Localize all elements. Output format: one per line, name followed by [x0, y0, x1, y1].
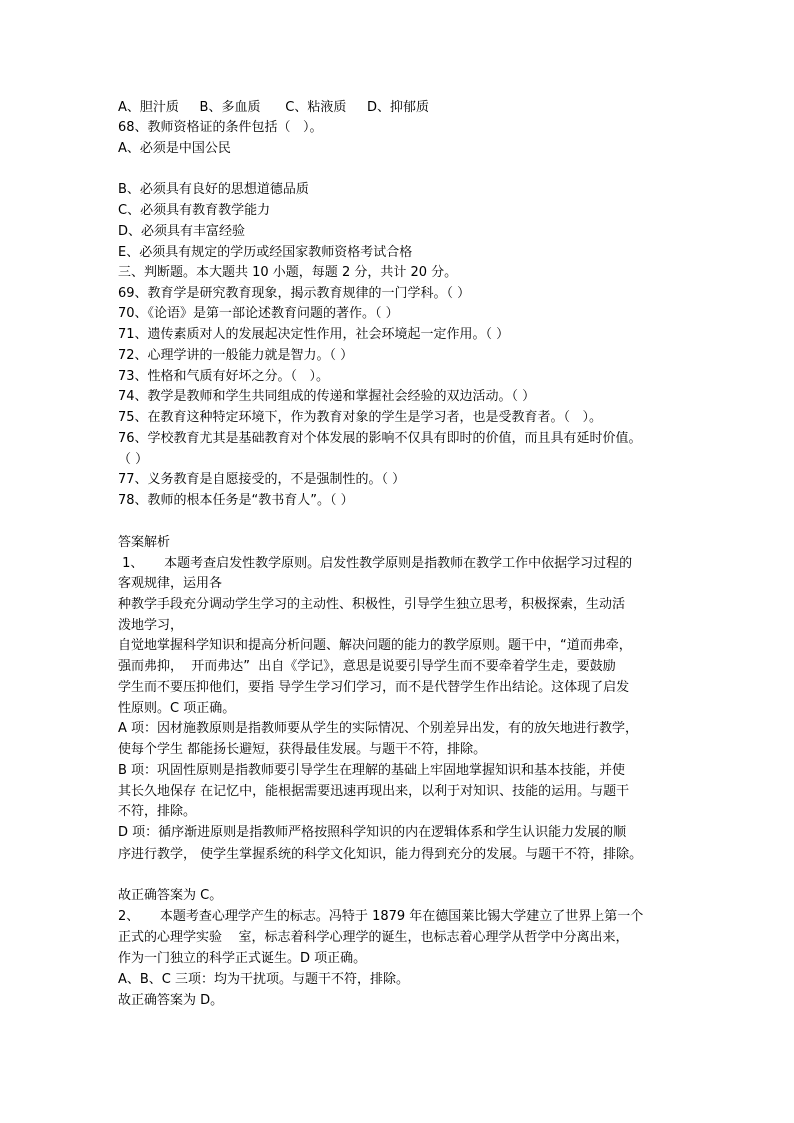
answer-line: 故正确答案为 C。: [118, 888, 223, 903]
answer-line: A、B、C 三项：均为干扰项。与题干不符，排除。: [118, 972, 410, 987]
question-line: 71、遗传素质对人的发展起决定性作用，社会环境起一定作用。（ ）: [118, 327, 510, 342]
answer-line: 作为一门独立的科学正式诞生。D 项正确。: [118, 951, 367, 966]
section-heading: 三、判断题。本大题共 10 小题，每题 2 分，共计 20 分。: [118, 265, 458, 280]
question-line: C、必须具有教育教学能力: [118, 203, 271, 218]
answer-line: 强而弗抑， 开而弗达” 出自《学记》，意思是说要引导学生而不要牵着学生走，要鼓励: [118, 659, 616, 674]
answer-line: B 项：巩固性原则是指教师要引导学生在理解的基础上牢固地掌握知识和基本技能，并使: [118, 763, 626, 778]
question-line: 70、《论语》是第一部论述教育问题的著作。（ ）: [118, 306, 399, 321]
answer-line: 泼地学习，: [118, 618, 184, 633]
question-line: D、必须具有丰富经验: [118, 224, 246, 239]
answer-line: D 项：循序渐进原则是指教师严格按照科学知识的内在逻辑体系和学生认识能力发展的顺: [118, 825, 627, 840]
answer-line: 学生而不要压抑他们，要指 导学生学习们学习，而不是代替学生作出结论。这体现了启发: [118, 680, 630, 695]
question-line: A、胆汁质 B、多血质 C、粘液质 D、抑郁质: [118, 100, 430, 115]
answer-line: 使每个学生 都能扬长避短，获得最佳发展。与题干不符，排除。: [118, 742, 487, 757]
answer-line: 客观规律，运用各: [118, 576, 223, 591]
answer-line: 1、 本题考查启发性教学原则。启发性教学原则是指教师在教学工作中依据学习过程的: [118, 556, 633, 571]
question-line: 69、教育学是研究教育现象，揭示教育规律的一门学科。（ ）: [118, 286, 471, 301]
question-line: 75、在教育这种特定环境下，作为教育对象的学生是学习者，也是受教育者。（ ）。: [118, 410, 602, 425]
answer-line: 种教学手段充分调动学生学习的主动性、积极性，引导学生独立思考，积极探索，生动活: [118, 597, 626, 612]
question-line: 74、教学是教师和学生共同组成的传递和掌握社会经验的双边活动。（ ）: [118, 389, 536, 404]
answer-line: 故正确答案为 D。: [118, 993, 224, 1008]
section-heading: 答案解析: [118, 535, 171, 550]
answer-line: 不符，排除。: [118, 804, 197, 819]
answer-line: A 项：因材施教原则是指教师要从学生的实际情况、个别差异出发，有的放矢地进行教学，: [118, 721, 639, 736]
question-line: B、必须具有良好的思想道德品质: [118, 182, 309, 197]
answer-line: 正式的心理学实验 室，标志着科学心理学的诞生，也标志着心理学从哲学中分离出来，: [118, 930, 629, 945]
question-line: 76、学校教育尤其是基础教育对个体发展的影响不仅具有即时的价值，而且具有延时价值。: [118, 431, 642, 446]
question-line: 78、教师的根本任务是“教书育人”。（ ）: [118, 493, 354, 508]
question-line: A、必须是中国公民: [118, 141, 231, 156]
question-line: 73、性格和气质有好坏之分。（ ）。: [118, 369, 329, 384]
question-line: （ ）: [118, 452, 149, 467]
answer-line: 性原则。C 项正确。: [118, 701, 236, 716]
question-line: 68、教师资格证的条件包括（ ）。: [118, 120, 323, 135]
answer-line: 其长久地保存 在记忆中，能根据需要迅速再现出来，以利于对知识、技能的运用。与题干: [118, 784, 630, 799]
question-line: E、必须具有规定的学历或经国家教师资格考试合格: [118, 245, 413, 260]
answer-line: 序进行教学， 使学生掌握系统的科学文化知识，能力得到充分的发展。与题干不符，排除。: [118, 847, 643, 862]
answer-line: 自觉地掌握科学知识和提高分析问题、解决问题的能力的教学原则。题干中，“道而弗牵，: [118, 638, 632, 653]
question-line: 72、心理学讲的一般能力就是智力。（ ）: [118, 348, 354, 363]
answer-line: 2、 本题考查心理学产生的标志。冯特于 1879 年在德国莱比锡大学建立了世界上第一个: [118, 909, 644, 924]
question-line: 77、义务教育是自愿接受的，不是强制性的。（ ）: [118, 472, 406, 487]
